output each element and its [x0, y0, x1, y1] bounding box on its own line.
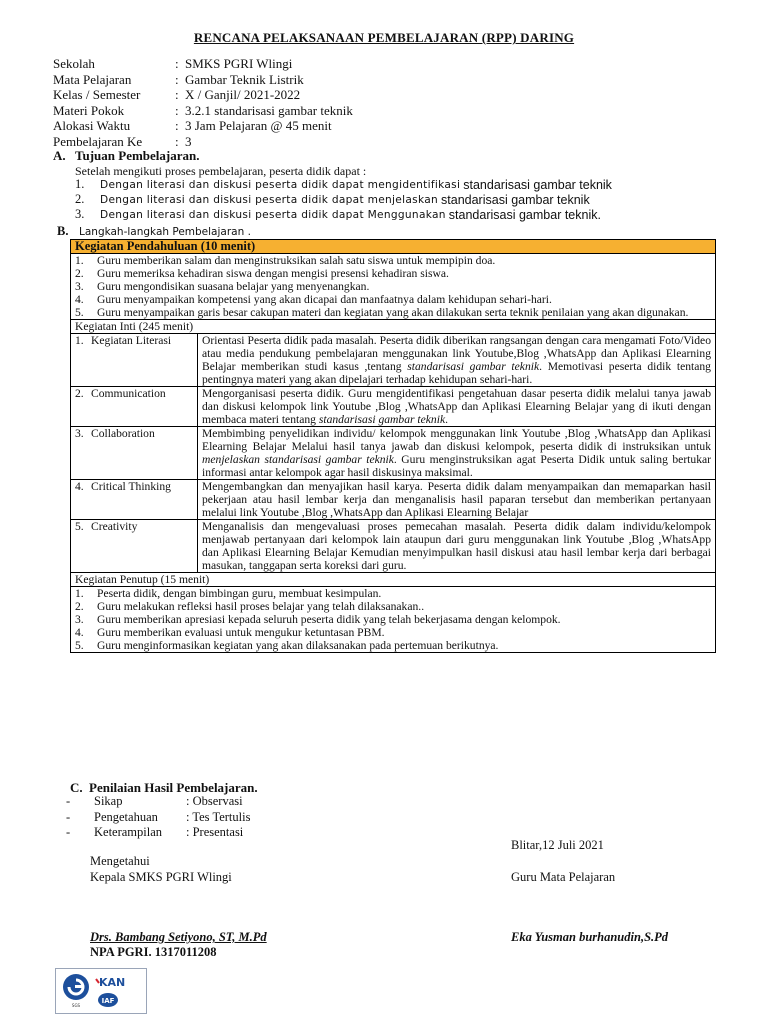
- item-label: Kegiatan Literasi: [91, 334, 172, 347]
- desc-text: . Guru menginstruksikan agat Peserta Didik untuk saling bertukar informasi antar kelompok agar hasil diskusinya maksimal.: [202, 453, 711, 479]
- item-label: Collaboration: [91, 427, 155, 440]
- document-title: RENCANA PELAKSANAAN PEMBELAJARAN (RPP) DARING: [193, 30, 575, 45]
- item-text: standarisasi gambar teknik.: [448, 207, 601, 222]
- desc-text: .: [445, 413, 449, 426]
- penutup-header: Kegiatan Penutup (15 menit): [71, 573, 716, 587]
- item-number: 5.: [75, 306, 84, 319]
- info-row: Alokasi Waktu : 3 Jam Pelajaran @ 45 menit: [53, 118, 332, 134]
- desc-emphasis: menjelaskan standarisasi gambar teknik: [202, 453, 394, 466]
- list-item: [66, 825, 250, 841]
- item-value: : Presentasi: [186, 825, 244, 839]
- list-item: [75, 254, 711, 267]
- guru-name: Eka Yusman burhanudin,S.Pd: [511, 930, 669, 944]
- item-text: Guru menyampaikan kompetensi yang akan dicapai dan manfaatnya dalam kehidupan sehari-hari.: [97, 293, 552, 306]
- item-number: 1.: [75, 254, 84, 267]
- mengetahui-label: Mengetahui: [90, 854, 150, 868]
- item-text: Guru melakukan refleksi hasil proses belajar yang telah dilaksanakan..: [97, 600, 425, 613]
- list-item: [75, 639, 711, 652]
- item-number: 4.: [75, 480, 84, 493]
- section-number: B.: [57, 224, 69, 238]
- desc-text: Mengorganisasi peserta didik. Guru mengidentifikasi pengetahuan dasar peserta didik melalui tanya jawab dan diskusi kelompok link Youtube ,Blog ,WhatsApp dan Aplikasi Elearning Belajar yang di ikuti dengan membaca materi tentang: [202, 387, 711, 426]
- list-item: [75, 600, 711, 613]
- kepala-name: Drs. Bambang Setiyono, ST, M.Pd: [90, 930, 267, 944]
- desc-text: Membimbing penyelidikan individu/ kelompok menggunakan link Youtube ,Blog ,WhatsApp dan Aplikasi Elearning Belajar Melalui hasil tanya jawab dan diskusi kelompok, peserta didik di instruksikan untuk: [202, 427, 711, 453]
- info-value: X / Ganjil/ 2021-2022: [185, 87, 301, 103]
- activity-name: [71, 334, 198, 387]
- item-text: standarisasi gambar teknik: [463, 177, 612, 192]
- list-item: [75, 306, 711, 319]
- item-text: Guru memberikan evaluasi untuk mengukur ketuntasan PBM.: [97, 626, 385, 639]
- list-item: [75, 207, 612, 222]
- list-item: [75, 293, 711, 306]
- desc-text: Orientasi Peserta didik pada masalah. Peserta didik diberikan rangsangan dengan cara mengamati Foto/Video atau media pendukung pembelajaran menggunakan link Youtube,Blog ,WhatsApp dan Aplikasi Elearning Belajar memberikan studi kasus ,tentang: [202, 334, 711, 373]
- list-item: [66, 810, 250, 826]
- item-value: : Tes Tertulis: [186, 809, 251, 824]
- desc-text: Menganalisis dan mengevaluasi proses pemecahan masalah. Peserta didik dalam individu/kelompok menjawab pertanyaan dari kelompok lain ataupun dari guru menggunakan link Youtube ,Blog ,WhatsApp dan Aplikasi Elearning Belajar Kemudian menyimpulkan hasil diskusi atau hasil lembar kerja dari berbagai masukan, tanggapan serta koreksi dari guru.: [202, 520, 711, 572]
- activity-name: [71, 387, 198, 427]
- section-number: A.: [53, 148, 66, 163]
- item-number: 5.: [75, 639, 84, 652]
- item-number: 1.: [75, 587, 84, 600]
- item-number: 2.: [75, 267, 84, 280]
- table-row: [71, 334, 716, 387]
- kepala-label: Kepala SMKS PGRI Wlingi: [90, 870, 232, 884]
- certification-logos: [55, 968, 147, 1014]
- activity-name: [71, 480, 198, 520]
- item-number: 1.: [75, 334, 84, 347]
- penilaian-list: [66, 794, 250, 841]
- kan-logo-text: KAN: [99, 976, 126, 989]
- item-text: standarisasi gambar teknik: [441, 192, 590, 207]
- item-text: Guru mengondisikan suasana belajar yang menyenangkan.: [97, 280, 370, 293]
- list-item: [75, 280, 711, 293]
- activity-desc: [198, 427, 716, 480]
- tujuan-list: [75, 177, 612, 222]
- svg-text:SGS: SGS: [71, 1003, 81, 1008]
- info-label: Mata Pelajaran: [53, 71, 132, 87]
- inti-header: Kegiatan Inti (245 menit): [71, 320, 716, 334]
- activity-desc: [198, 480, 716, 520]
- item-number: 3.: [75, 427, 84, 440]
- item-label: Keterampilan: [94, 825, 163, 839]
- item-label: Communication: [91, 387, 166, 400]
- section-a-heading: [53, 148, 199, 164]
- item-number: 4.: [75, 293, 84, 306]
- info-value: 3 Jam Pelajaran @ 45 menit: [185, 118, 332, 134]
- info-label: Pembelajaran Ke: [53, 133, 143, 149]
- kan-iaf-logo-icon: [56, 969, 146, 1013]
- item-text: Guru memberikan apresiasi kepada seluruh peserta didik yang telah bekerjasama dengan kelompok.: [97, 613, 561, 626]
- item-number: 5.: [75, 520, 84, 533]
- item-number: 3.: [75, 613, 84, 626]
- dash: -: [66, 794, 71, 808]
- item-text: Guru menginformasikan kegiatan yang akan dilaksanakan pada pertemuan berikutnya.: [97, 639, 499, 652]
- info-label: Alokasi Waktu: [53, 118, 131, 134]
- info-label: Kelas / Semester: [53, 87, 141, 103]
- section-b-heading: [57, 224, 251, 239]
- info-row: Sekolah : SMKS PGRI Wlingi: [53, 56, 293, 71]
- item-number: 2.: [75, 387, 84, 400]
- item-text: Peserta didik, dengan bimbingan guru, membuat kesimpulan.: [97, 587, 382, 600]
- info-row: Pembelajaran Ke : 3: [53, 133, 192, 149]
- activity-desc: [198, 334, 716, 387]
- dash: -: [66, 809, 71, 824]
- info-value: SMKS PGRI Wlingi: [185, 56, 293, 71]
- desc-emphasis: standarisasi gambar teknik: [407, 360, 540, 373]
- desc-text: . Memotivasi peserta didik tentang pentingnya materi yang akan dipelajari terhadap kehidupan sehari-hari.: [202, 360, 711, 386]
- penutup-list: [71, 587, 716, 653]
- activity-name: [71, 427, 198, 480]
- item-number: 2.: [75, 192, 85, 206]
- activity-name: [71, 520, 198, 573]
- item-text: Guru memeriksa kehadiran siswa dengan mengisi presensi kehadiran siswa.: [97, 267, 449, 280]
- pendahuluan-list: [71, 254, 716, 320]
- dash: -: [66, 825, 71, 839]
- item-text: Dengan literasi dan diskusi peserta didik dapat menjelaskan: [100, 193, 439, 206]
- activity-desc: [198, 520, 716, 573]
- item-number: 3.: [75, 207, 85, 221]
- info-row: Kelas / Semester : X / Ganjil/ 2021-2022: [53, 87, 301, 103]
- section-title: Tujuan Pembelajaran.: [75, 148, 200, 163]
- info-value: 3.2.1 standarisasi gambar teknik: [185, 102, 353, 118]
- item-text: Dengan literasi dan diskusi peserta didik dapat Menggunakan: [100, 208, 446, 221]
- list-item: [75, 626, 711, 639]
- item-text: Dengan literasi dan diskusi peserta didik dapat mengidentifikasi: [100, 178, 461, 191]
- list-item: [75, 177, 612, 192]
- list-item: [66, 794, 250, 810]
- table-row: [71, 520, 716, 573]
- item-value: : Observasi: [186, 794, 243, 808]
- item-number: 3.: [75, 280, 84, 293]
- item-label: Creativity: [91, 520, 138, 533]
- guru-label: Guru Mata Pelajaran: [511, 870, 616, 884]
- desc-text: Mengembangkan dan menyajikan hasil karya. Peserta didik dalam menyampaikan dan memaparkan hasil pekerjaan atau hasil lembar kerja dan menganalisis hasil paparan tersebut dan memberikan pertanyaan melalui link Youtube ,Blog ,WhatsApp dan Aplikasi Elearning Belajar: [202, 480, 711, 519]
- section-title: Langkah-langkah Pembelajaran .: [79, 226, 251, 238]
- pendahuluan-header: Kegiatan Pendahuluan (10 menit): [71, 240, 716, 254]
- info-row: Mata Pelajaran : Gambar Teknik Listrik: [53, 71, 304, 87]
- info-row: Materi Pokok : 3.2.1 standarisasi gambar teknik: [53, 102, 353, 118]
- desc-emphasis: standarisasi gambar teknik: [318, 413, 446, 426]
- table-row: [71, 427, 716, 480]
- identity-block: [53, 56, 353, 150]
- list-item: [75, 613, 711, 626]
- kepala-npa: NPA PGRI. 1317011208: [90, 945, 217, 959]
- activity-desc: [198, 387, 716, 427]
- signature-date: Blitar,12 Juli 2021: [511, 838, 604, 852]
- item-number: 4.: [75, 626, 84, 639]
- item-number: 2.: [75, 600, 84, 613]
- info-label: Sekolah: [53, 56, 95, 71]
- item-label: Critical Thinking: [91, 480, 171, 493]
- activity-table: [70, 239, 716, 653]
- list-item: [75, 192, 612, 207]
- info-value: Gambar Teknik Listrik: [185, 71, 304, 87]
- tujuan-intro: Setelah mengikuti proses pembelajaran, peserta didik dapat :: [75, 164, 367, 178]
- item-number: 1.: [75, 177, 85, 191]
- list-item: [75, 267, 711, 280]
- item-text: Guru menyampaikan garis besar cakupan materi dan kegiatan yang akan dilakukan serta teknik penilaian yang akan digunakan.: [97, 306, 689, 319]
- item-text: Guru memberikan salam dan menginstruksikan salah satu siswa untuk mempipin doa.: [97, 254, 496, 267]
- info-value: 3: [185, 133, 192, 149]
- list-item: [75, 587, 711, 600]
- item-label: Sikap: [94, 794, 123, 808]
- section-title: Penilaian Hasil Pembelajaran.: [89, 780, 258, 795]
- table-row: [71, 387, 716, 427]
- table-row: [71, 480, 716, 520]
- info-label: Materi Pokok: [53, 102, 125, 118]
- section-number: C.: [70, 780, 83, 795]
- iaf-logo-text: IAF: [101, 997, 115, 1005]
- item-label: Pengetahuan: [94, 809, 158, 824]
